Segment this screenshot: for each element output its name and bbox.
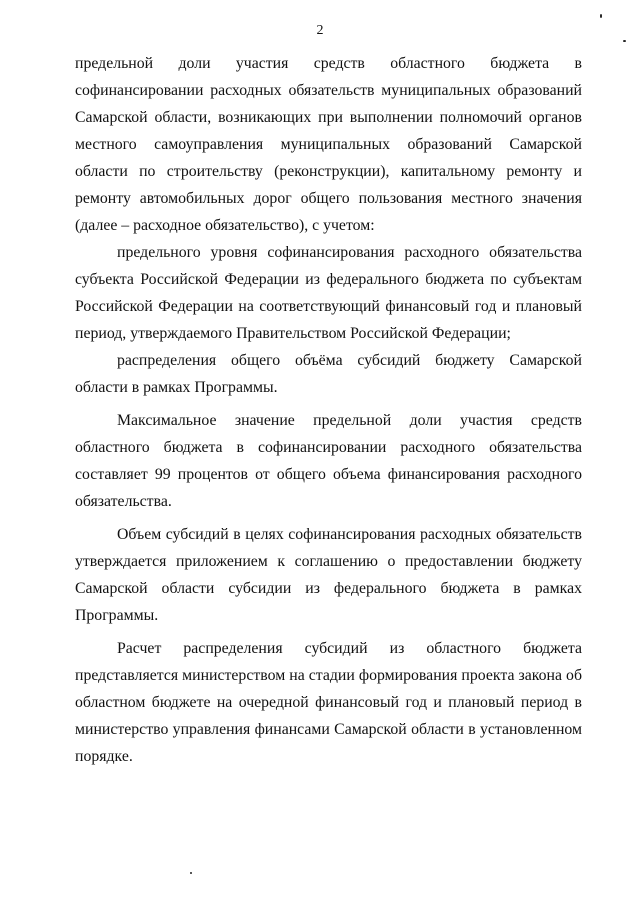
scan-speck xyxy=(600,14,602,18)
scan-speck xyxy=(623,40,626,42)
paragraph-5: Объем субсидий в целях софинансирования расходных обязательств утверждается приложением к соглашению о предоставлении бюджету Самарской области субсидии из федерального бюджета в рамках Программы. xyxy=(75,526,582,624)
scan-speck xyxy=(190,872,192,874)
document-body xyxy=(75,50,582,770)
page-number: 2 xyxy=(316,23,324,38)
paragraph-1: предельной доли участия средств областного бюджета в софинансировании расходных обязательств муниципальных образований Самарской области, возникающих при выполнении полномочий органов местного самоуправления муниципальных образований Самарской области по строительству (реконструкции), капитальному ремонту и ремонту автомобильных дорог общего пользования местного значения (далее – расходное обязательство), с учетом: xyxy=(75,55,582,234)
paragraph-2: предельного уровня софинансирования расходного обязательства субъекта Российской Федерации из федерального бюджета по субъектам Российской Федерации на соответствующий финансовый год и плановый период, утверждаемого Правительством Российской Федерации; xyxy=(75,244,582,342)
paragraph-6: Расчет распределения субсидий из областного бюджета представляется министерством на стадии формирования проекта закона об областном бюджете на очередной финансовый год и плановый период в министерство управления финансами Самарской области в установленном порядке. xyxy=(75,640,582,765)
paragraph-3: распределения общего объёма субсидий бюджету Самарской области в рамках Программы. xyxy=(75,352,582,396)
paragraph-4: Максимальное значение предельной доли участия средств областного бюджета в софинансировании расходного обязательства составляет 99 процентов от общего объема финансирования расходного обязательства. xyxy=(75,412,582,510)
